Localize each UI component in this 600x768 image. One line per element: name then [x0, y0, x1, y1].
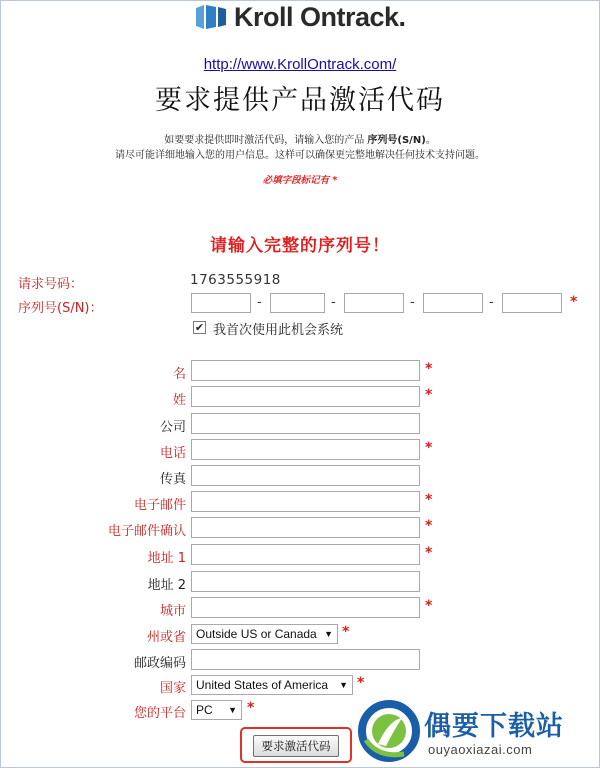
dropdown-arrow-icon: ▼: [228, 705, 237, 715]
dropdown-arrow-icon: ▼: [339, 680, 348, 690]
fax-input[interactable]: [191, 465, 420, 486]
state-select[interactable]: [191, 624, 338, 644]
required-note: 必填字段标记有 *: [262, 175, 338, 186]
serial-number-label: 序列号(S/N)：: [18, 301, 103, 316]
email-confirm-label: 电子邮件确认: [107, 524, 186, 539]
first-name-label: 名: [172, 367, 186, 382]
brand-logo: [194, 2, 434, 32]
first-use-checkbox[interactable]: ✔: [194, 321, 205, 334]
platform-select-value: PC: [196, 703, 213, 717]
phone-label: 电话: [159, 446, 186, 461]
serial-error-message: 请输入完整的序列号！: [210, 236, 390, 256]
watermark-logo-icon: [358, 700, 420, 762]
email-input[interactable]: [191, 491, 420, 512]
platform-select[interactable]: [191, 700, 242, 720]
brand-name: Kroll Ontrack.: [234, 2, 406, 32]
platform-label: 您的平台: [133, 706, 186, 721]
required-mark: *: [425, 492, 433, 508]
address-2-input[interactable]: [191, 571, 420, 592]
serial-separator: -: [257, 295, 262, 310]
zip-input[interactable]: [191, 649, 420, 670]
kroll-logo-icon: [194, 4, 228, 30]
required-mark: *: [425, 361, 433, 377]
required-mark: *: [425, 518, 433, 534]
last-name-input[interactable]: [191, 386, 420, 407]
required-mark: *: [425, 598, 433, 614]
serial-separator: -: [331, 295, 336, 310]
required-mark: *: [425, 545, 433, 561]
country-label: 国家: [159, 681, 186, 696]
required-mark: *: [570, 294, 578, 310]
email-confirm-input[interactable]: [191, 517, 420, 538]
dropdown-arrow-icon: ▼: [324, 629, 333, 639]
required-mark: *: [425, 440, 433, 456]
company-label: 公司: [159, 420, 186, 435]
required-mark: *: [357, 675, 365, 691]
first-use-label: 我首次使用此机会系统: [213, 323, 344, 338]
address-2-label: 地址 2: [147, 578, 186, 593]
required-mark: *: [342, 624, 350, 640]
serial-separator: -: [489, 295, 494, 310]
request-number-value: 1763555918: [190, 272, 281, 288]
address-1-label: 地址 1: [147, 551, 186, 566]
request-number-label: 请求号码：: [18, 277, 84, 292]
first-name-input[interactable]: [191, 360, 420, 381]
state-select-value: Outside US or Canada: [196, 627, 317, 641]
last-name-label: 姓: [172, 393, 186, 408]
country-select-value: United States of America: [196, 678, 329, 692]
city-label: 城市: [159, 604, 186, 619]
zip-label: 邮政编码: [133, 656, 186, 671]
company-input[interactable]: [191, 413, 420, 434]
watermark: [358, 698, 598, 766]
serial-separator: -: [410, 295, 415, 310]
serial-part-5-input[interactable]: [502, 293, 562, 313]
serial-part-4-input[interactable]: [423, 293, 483, 313]
serial-part-2-input[interactable]: [270, 293, 325, 313]
serial-bold: 序列号(S/N): [367, 135, 426, 146]
site-url-link[interactable]: http://www.KrollOntrack.com/: [203, 56, 397, 73]
intro-line-1: 如要要求提供即时激活代码，请输入您的产品 序列号(S/N)。: [164, 135, 436, 146]
required-mark: *: [425, 387, 433, 403]
serial-part-1-input[interactable]: [191, 293, 251, 313]
request-activation-code-button[interactable]: 要求激活代码: [253, 735, 339, 757]
watermark-url: ouyaoxiazai.com: [428, 742, 533, 757]
phone-input[interactable]: [191, 439, 420, 460]
fax-label: 传真: [159, 472, 186, 487]
serial-part-3-input[interactable]: [344, 293, 404, 313]
page-title: 要求提供产品激活代码: [155, 85, 445, 116]
country-select[interactable]: [191, 675, 353, 695]
watermark-title: 偶要下载站: [424, 711, 564, 742]
required-mark: *: [247, 700, 255, 716]
address-1-input[interactable]: [191, 544, 420, 565]
state-label: 州或省: [146, 630, 186, 645]
intro-line-2: 请尽可能详细地输入您的用户信息。这样可以确保更完整地解决任何技术支持问题。: [115, 150, 485, 161]
email-label: 电子邮件: [133, 498, 186, 513]
city-input[interactable]: [191, 597, 420, 618]
